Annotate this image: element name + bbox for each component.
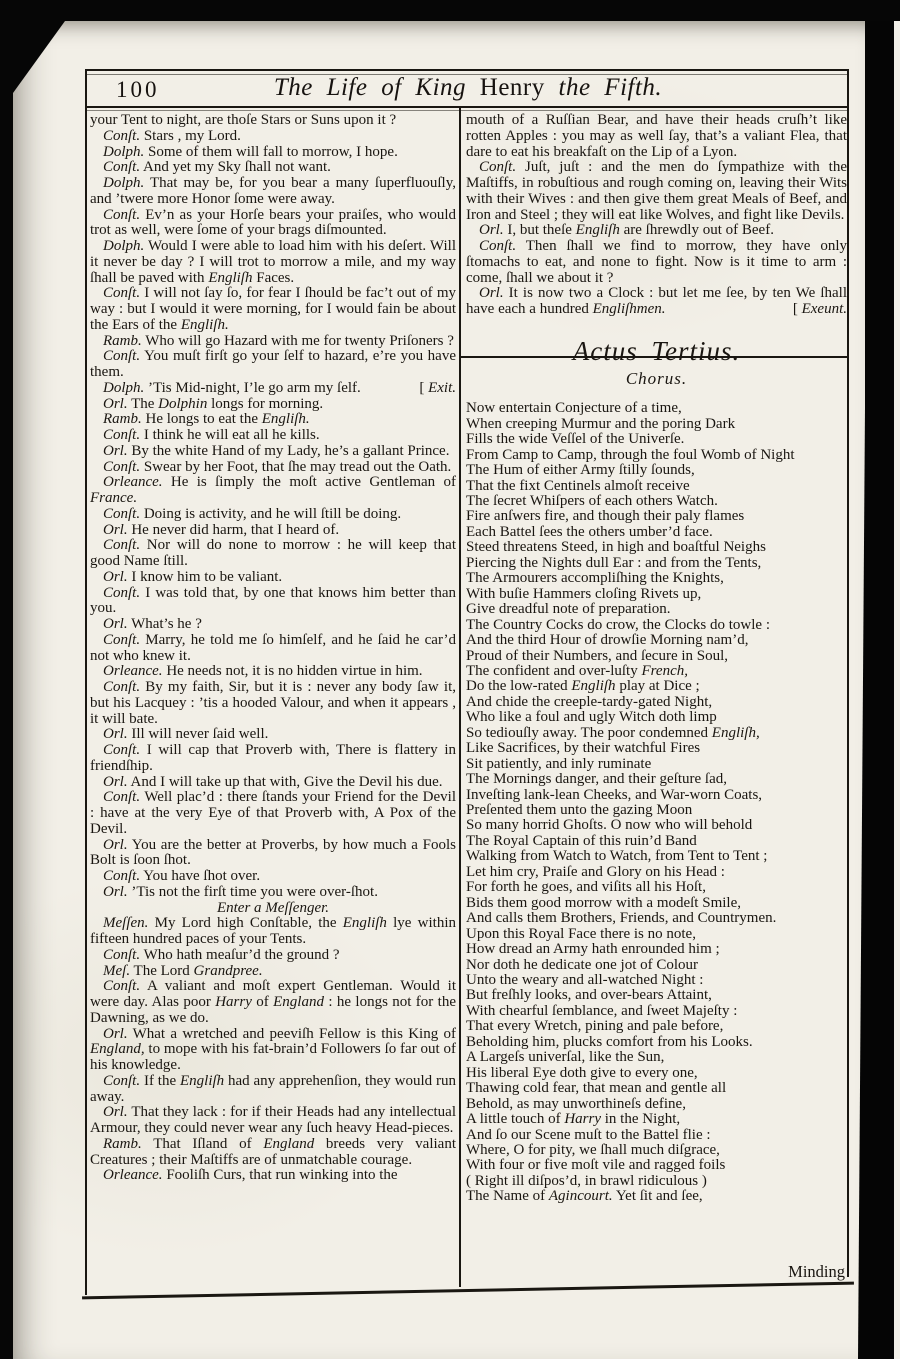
speech-paragraph: Conſt. You muſt firſt go your ſelf to hazard, e’re you have them. [90,348,456,380]
verse-line: The Armourers accompliſhing the Knights, [466,570,724,587]
verse-line: That the fixt Centinels almoſt receive [466,477,690,494]
speech-paragraph: your Tent to night, are thoſe Stars or Suns upon it ? [90,112,397,128]
speech-paragraph: mouth of a Ruſſian Bear, and have their heads cruſh’t like rotten Apples : you may as well ſay, that’s a valiant Flea, that dare to eat his breakfaſt on the Lip of a Lyon. [466,112,847,160]
verse-line: Like Sacrifices, by their watchful Fires [466,740,701,757]
speech-paragraph: Conſt. Marry, he told me ſo himſelf, and he ſaid he car’d not who knew it. [90,631,456,664]
scan-edge-sliver [894,0,900,1359]
speech-paragraph: Meſſen. My Lord high Conſtable, the Engliſh lye within fifteen hundred paces of your Tents. [90,915,456,947]
verse-line: So tediouſly away. The poor condemned Engliſh, [466,724,760,741]
speech-paragraph: Conſt. I was told that, by one that knows him better than you. [90,584,456,617]
verse-line: With buſie Hammers cloſing Rivets up, [466,585,702,602]
verse-line: When creeping Murmur and the poring Dark [466,415,736,432]
verse-line: Steed threatens Steed, in high and boaſtful Neighs [466,539,766,556]
verse-line: Nor doth he dedicate one jot of Colour [466,956,699,973]
verse-line: And ſo our Scene muſt to the Battel flie : [466,1126,711,1143]
frame-rule-right [847,69,849,1277]
exit-stage-direction: [ Exeunt. [792,301,847,317]
speech-paragraph: Ramb. Who will go Hazard with me for twenty Priſoners ? [103,332,454,349]
verse-line: His liberal Eye doth give to every one, [466,1064,698,1081]
verse-line: With chearful ſemblance, and ſweet Majeſty : [466,1002,738,1019]
verse-line: Now entertain Conjecture of a time, [466,400,682,417]
verse-line: Proud of their Numbers, and ſecure in Soul, [466,647,729,664]
verse-line: With four or five moſt vile and ragged foils [466,1157,726,1174]
verse-line: That every Wretch, pining and pale before, [466,1018,724,1035]
page-number: 100 [116,77,160,102]
speech-paragraph: Conſt. And yet my Sky ſhall not want. [103,159,331,176]
speech-paragraph: Orl. Ill will never ſaid well. [103,726,269,743]
frame-rule-under-header [87,106,849,108]
verse-line: Thawing cold fear, that mean and gentle all [466,1080,727,1097]
verse-line: And calls them Brothers, Friends, and Countrymen. [466,910,777,927]
speech-paragraph: Conſt. Swear by her Foot, that ſhe may tread out the Oath. [103,458,452,475]
verse-line: A Largeſs univerſal, like the Sun, [466,1049,665,1066]
verse-line: How dread an Army hath enrounded him ; [466,941,720,958]
frame-rule-left [85,69,87,1295]
speech-paragraph: Conſt. I will cap that Proverb with, There is flattery in friendſhip. [90,742,456,774]
chorus-verse [466,401,847,1205]
speech-paragraph: Conſt. I will not ſay ſo, for fear I ſhould be fac’t out of my way : but I would it were morning, for I would fain be about the Ears of the Engliſh. [90,285,456,333]
exit-stage-direction: [ Exit. [419,379,456,396]
verse-line: Give dreadful note of preparation. [466,601,671,618]
verse-line: Who like a foul and ugly Witch doth limp [466,709,717,726]
speech-paragraph: Dolph. Some of them will fall to morrow, I hope. [103,143,398,160]
verse-line: Behold, as may unworthineſs define, [466,1095,686,1112]
verse-line: Each Battel ſees the others umber’d face. [466,523,713,540]
verse-line: Do the low-rated Engliſh play at Dice ; [466,678,700,695]
speech-paragraph: Orl. What a wretched and peeviſh Fellow is this King of England, to mope with his fat-brain’d Followers ſo far out of his knowledge. [90,1025,456,1073]
act-heading: Actus Tertius. [572,335,741,366]
speech-paragraph: Orl. And I will take up that with, Give the Devil his due. [103,773,443,790]
scene-heading: Chorus. [625,368,688,388]
verse-line: The ſecret Whiſpers of each others Watch. [466,492,718,509]
speech-paragraph: Conſt. I think he will eat all he kills. [103,427,320,443]
scan-top-border [0,0,900,21]
verse-line: But freſhly looks, and over-bears Attaint, [466,987,712,1004]
speech-paragraph: Dolph. ’Tis Mid-night, I’le go arm my ſelf. [ Exit. [103,379,456,396]
speech-paragraph: Conſt. Stars , my Lord. [103,127,241,144]
speech-paragraph: Conſt. Then ſhall we find to morrow, they have only ſtomachs to eat, and none to fight. Now is it time to arm : come, ſhall we about it ? [466,238,847,286]
speech-paragraph: Conſt. A valiant and moſt expert Gentleman. Would it were day. Alas poor Harry of England : he longs not for the Dawning, as we do. [90,978,456,1026]
verse-line: A little touch of Harry in the Night, [466,1111,681,1128]
speech-paragraph: Orl. He never did harm, that I heard of. [103,521,340,538]
speech-paragraph: Ramb. That Iſland of England breeds very valiant Creatures ; their Maſtiffs are of unmatchable courage. [90,1135,456,1168]
speech-paragraph: Orl. That they lack : for if their Heads had any intellectual Armour, they could never wear any ſuch heavy Head-pieces. [90,1104,456,1136]
frame-rule-under-header-inner [87,110,849,111]
page-title: The Life of King Henry the Fifth. [273,74,663,101]
verse-line: Sit patiently, and inly ruminate [466,755,652,772]
verse-line: Let him cry, Praiſe and Glory on his Head : [466,863,725,880]
speech-paragraph: Orl. It is now two a Clock : but let me ſee, by ten We ſhall have each a hundred Engliſhmen. [ Exeunt. [466,285,847,317]
frame-rule-top [87,69,849,71]
verse-line: Piercing the Nights dull Ear : and from the Tents, [466,554,762,571]
speech-paragraph: Orl. ’Tis not the firſt time you were over-ſhot. [103,883,378,900]
verse-line: Beholding him, plucks comfort from his Looks. [466,1033,753,1050]
speech-paragraph: Orl. I know him to be valiant. [103,568,283,585]
verse-line: Where, O for pity, we ſhall much diſgrace, [466,1142,720,1158]
speech-paragraph: Dolph. That may be, for you bear a many ſuperfluouſly, and ’twere more Honor ſome were away. [90,175,456,207]
verse-line: Preſented them unto the gazing Moon [466,802,693,819]
verse-line: Fire anſwers fire, and though their paly flames [466,508,745,525]
left-column [90,113,456,1184]
verse-line: The Mornings danger, and their geſture ſad, [466,771,727,788]
verse-line: Fills the wide Veſſel of the Univerſe. [466,431,685,448]
speech-paragraph: Conſt. Nor will do none to morrow : he will keep that good Name ſtill. [90,537,456,569]
speech-paragraph: Conſt. Doing is activity, and he will ſtill be doing. [103,505,402,522]
speech-paragraph: Conſt. If the Engliſh had any apprehenſion, they would run away. [90,1072,456,1105]
catchword: Minding [788,1262,845,1281]
speech-paragraph: Meſ. The Lord Grandpree. [103,962,263,979]
page-header [88,74,848,106]
verse-line: Upon this Royal Face there is no note, [466,925,696,942]
speech-paragraph: Conſt. By my faith, Sir, but it is : never any body ſaw it, but his Lacquey : ’tis a hooded Valour, and when it appears , it will bate. [90,679,456,727]
speech-paragraph: Conſt. Ev’n as your Horſe bears your praiſes, who would trot as well, were ſome of your brags diſmounted. [90,206,456,239]
verse-line: And chide the creeple-tardy-gated Night, [466,693,713,710]
right-column [466,113,847,1205]
verse-line: Walking from Watch to Watch, from Tent to Tent ; [466,848,768,865]
speech-paragraph: Conſt. Well plac’d : there ſtands your Friend for the Devil : have at the very Eye of that Proverb with, A Pox of the Devil. [90,789,456,837]
verse-line: Bids them good morrow with a modeſt Smile, [466,894,741,911]
column-divider-rule [459,107,461,1287]
speech-paragraph: Conſt. You have ſhot over. [103,868,261,884]
speech-paragraph: Conſt. Juſt, juſt : and the men do ſympathize with the Maſtiffs, in robuſtious and rough coming on, leaving their Wits with their Wives : and then give them great Meals of Beef, and Iron and Steel ; they will eat like Wolves, and fight like Devils. [466,159,847,223]
verse-line: For forth he goes, and viſits all his Hoſt, [466,879,706,896]
verse-line: The Country Cocks do crow, the Clocks do towle : [466,616,770,633]
verse-line: Inveſting lank-lean Cheeks, and War-worn Coats, [466,786,763,803]
speech-paragraph: Orl. I, but theſe Engliſh are ſhrewdly out of Beef. [479,222,774,239]
speech-paragraph: Dolph. Would I were able to load him with his deſert. Will it never be day ? I will trot to morrow a mile, and my way ſhall be paved with Engliſh Faces. [90,238,456,286]
verse-line: Unto the weary and all-watched Night : [466,972,704,989]
speech-paragraph: Orl. What’s he ? [103,616,202,632]
speech-paragraph: Ramb. He longs to eat the Engliſh. [103,411,310,428]
verse-line: ( Right ill diſpos’d, in brawl ridiculous ) [466,1172,707,1189]
speech-paragraph: Orl. You are the better at Proverbs, by how much a Fools Bolt is ſoon ſhot. [90,836,456,869]
speech-paragraph: Orleance. Fooliſh Curs, that run winking into the [103,1167,398,1184]
verse-line: And the third Hour of drowſie Morning nam’d, [466,632,749,649]
verse-line: The confident and over-luſty French, [466,662,688,679]
verse-line: The Hum of either Army ſtilly ſounds, [466,462,695,479]
verse-line: The Royal Captain of this ruin’d Band [466,832,697,849]
scene-dialogue [466,113,847,318]
speech-paragraph: Orleance. He needs not, it is no hidden virtue in him. [103,663,423,680]
speech-paragraph: Conſt. Who hath meaſur’d the ground ? [103,946,340,963]
speech-paragraph: Orl. By the white Hand of my Lady, he’s a gallant Prince. [103,442,450,459]
verse-line: From Camp to Camp, through the foul Womb of Night [466,446,795,463]
stage-direction: Enter a Meſſenger. [216,899,330,916]
speech-paragraph: Orleance. He is ſimply the moſt active Gentleman of France. [90,474,456,506]
speech-paragraph: Orl. The Dolphin longs for morning. [103,395,324,412]
verse-line: The Name of Agincourt. Yet ſit and ſee, [466,1188,703,1205]
verse-line: So many horrid Ghoſts. O now who will behold [466,817,753,834]
